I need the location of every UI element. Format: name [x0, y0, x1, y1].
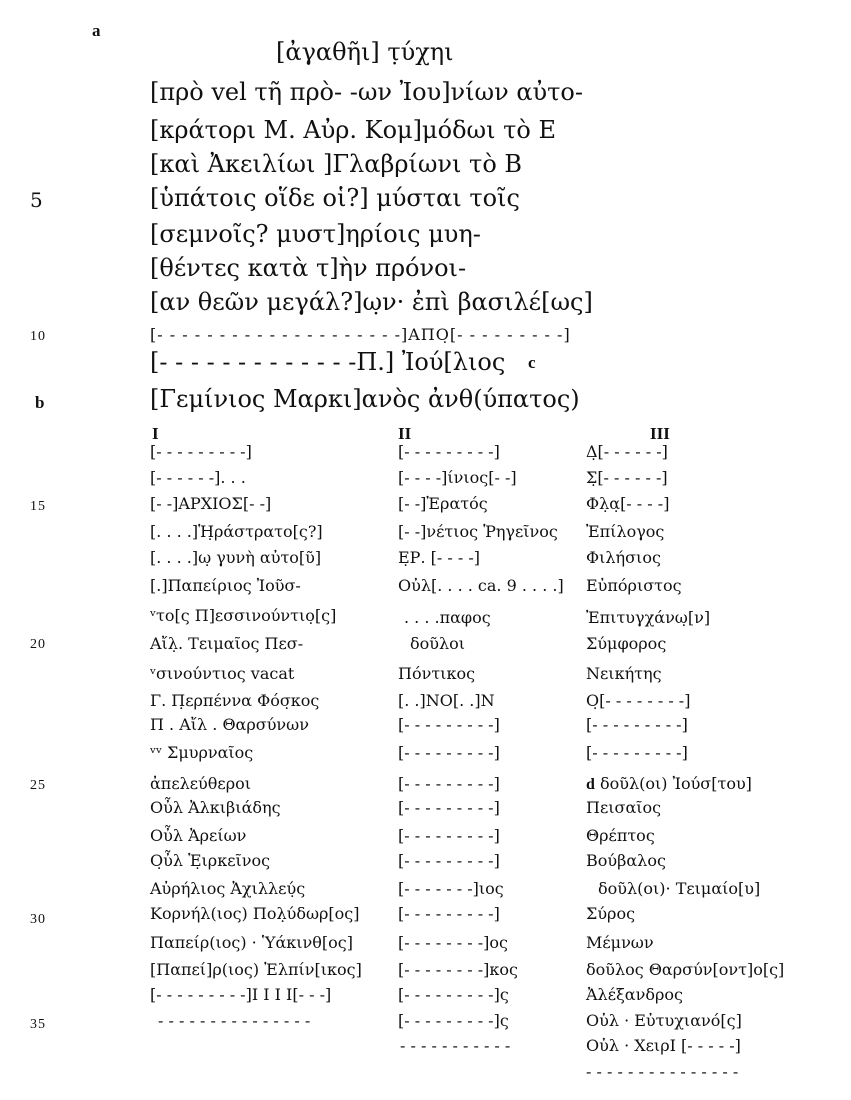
invocation: [ἀγαθῆι] τ̣ύχηι [276, 38, 454, 66]
line-number-35: 35 [30, 1017, 46, 1032]
column-ii-row: [- - - - - - -]ιος [398, 879, 504, 898]
column-ii-row: - - - - - - - - - - - [400, 1036, 511, 1055]
column-i-row: ᵛσινούντιος vacat [150, 664, 295, 683]
line-number-20: 20 [30, 637, 46, 652]
column-iii-row: Θρέπτος [586, 826, 655, 845]
column-iii-row: δοῦλ(οι)· Τειμαίο[υ] [598, 879, 761, 898]
column-ii-row: [- -]Ἐρατός [398, 494, 488, 513]
column-i-row: ᵛτο[ς Π]εσσινούντιο̣[ς] [150, 606, 337, 625]
column-iii-row: Σ̣[- - - - - -] [586, 468, 668, 487]
column-i-row: Γ. Π̣ερπέννα Φόσ̣κος [150, 691, 320, 710]
column-iii-row: Σύμφορος [586, 634, 667, 653]
column-ii-row: [- - - - - - - - -]ς [398, 985, 509, 1004]
column-i-row: Ο̣ὖλ Ἑ̣ιρκεῖνος [150, 851, 271, 870]
column-iii-row: Ἐπίλογος [586, 522, 665, 541]
column-i-row: ἀπελεύθεροι [150, 774, 251, 793]
column-i-row: [.]Παπείριος Ἰοῦσ- [150, 576, 301, 595]
header-line: [- - - - - - - - - - - - - - - - - - - -]ΑΠΟ̣[- - - - - - - - -] [150, 325, 571, 344]
column-header-ii: II [398, 424, 412, 443]
column-iii-row: [- - - - - - - - -] [586, 743, 688, 762]
column-ii-row: [- - - - - - - - -] [398, 715, 500, 734]
column-ii-row: [- - - - - - - - -]ς [398, 1011, 509, 1030]
column-iii-row: δοῦλ(οι) Ἰούσ[του] [600, 774, 752, 793]
column-i-row: [. . . .]ω̣ γυνὴ αὐτο[ῦ] [150, 548, 322, 567]
column-ii-row: [- - - - - - - - -] [398, 774, 500, 793]
column-i-row: [. . . .]Ἡ̣ράστρατο[ς?] [150, 522, 323, 541]
column-header-iii: III [650, 424, 670, 443]
column-iii-row: Πεισαῖος [586, 798, 662, 817]
line-number-30: 30 [30, 912, 46, 927]
section-label-d: d [586, 776, 595, 793]
header-line: [αν θεῶν μεγάλ?]ω̣ν· ἐπὶ βασιλέ[ως] [150, 288, 593, 316]
column-iii-row: [- - - - - - - - -] [586, 715, 688, 734]
column-i-row: ᵛᵛ Σμυρναῖος [150, 743, 254, 762]
header-line: [ὑπάτοις οἵδε οἱ?] μύσται τοῖς [150, 184, 520, 212]
column-ii-row: [- -]νέτιος Ῥηγεῖνος [398, 522, 558, 541]
column-i-row: Οὖλ Ἀρείων [150, 826, 247, 845]
column-ii-row: [. .]ΝΟ[. .]Ν [398, 691, 495, 710]
section-label-c: c [528, 353, 536, 372]
column-i-row: Αἴλ̣. Τειμαῖος Πεσ- [150, 634, 304, 653]
column-ii-row: [- - - - - - - -]ος [398, 933, 508, 952]
column-iii-row: Φιλήσιος [586, 548, 661, 567]
header-line: [πρὸ vel τῆ πρὸ- -ων Ἰου]νίων αὐτο- [150, 78, 583, 106]
column-iii-row: Εὐπόριστος [586, 576, 682, 595]
column-ii-row: [- - - - - - - - -] [398, 743, 500, 762]
line-number-25: 25 [30, 778, 46, 793]
column-iii-row: Ἀλέξανδρος [586, 985, 683, 1004]
column-ii-row: [- - - - - - - - -] [398, 826, 500, 845]
column-ii-row: [- - - - - - - - -] [398, 904, 500, 923]
column-iii-row: Νεικήτης [586, 664, 662, 683]
section-label-a: a [92, 21, 101, 40]
header-line: [καὶ Ἀκειλίωι ]Γλαβρίωνι τὸ Β [150, 150, 523, 178]
column-iii-row: δοῦλος Θαρσύν[οντ]ο[ς] [586, 960, 785, 979]
column-ii-row: δοῦλοι [410, 634, 466, 653]
line-number-5: 5 [30, 188, 43, 212]
column-i-row: Π . Αἴλ . Θαρσύνων [150, 715, 309, 734]
column-iii-row: Μέμνων [586, 933, 654, 952]
column-i-row: [- - - - - - - - -] [150, 442, 252, 461]
column-i-row: [- - - - - - - - -]Ι Ι Ι Ι[- - -] [150, 985, 332, 1004]
column-i-row: [Παπεί]ρ(ιος) Ἐλπίν[ικος] [150, 960, 362, 979]
column-iii-row: Φλ̣α̣[- - - -] [586, 494, 670, 513]
header-line: [σεμνοῖς? μυστ]ηρίοις μυη- [150, 220, 481, 248]
section-label-b: b [35, 393, 45, 412]
line-number-15: 15 [30, 499, 46, 514]
column-iii-row: Βούβαλος [586, 851, 666, 870]
column-ii-row: [- - - - - - - - -] [398, 798, 500, 817]
column-ii-row: Πόντικος [398, 664, 476, 683]
header-line: [- - - - - - - - - - - - -Π.] Ἰού[λιος [150, 348, 506, 376]
column-ii-row: [- - - - - - - - -] [398, 851, 500, 870]
column-header-i: I [152, 424, 159, 443]
column-i-row: Κορνήλ(ιος) Πολ̣ύδωρ[ος] [150, 904, 360, 923]
header-line: [θέντες κατὰ τ]ὴν πρόνοι- [150, 254, 467, 282]
column-ii-row: Ε̣Ρ. [- - - -] [398, 548, 480, 567]
column-iii-row: Σύρος [586, 904, 636, 923]
column-i-row: Οὖλ Ἀλκιβιάδης [150, 798, 281, 817]
column-i-row: [- -]ΑΡΧΙΟΣ[- -] [150, 494, 272, 513]
column-i-row: [- - - - - -]. . . [150, 468, 246, 487]
column-ii-row: Οὐλ[. . . . ca. 9 . . . .] [398, 576, 564, 595]
column-iii-row: Ἐπιτυγχάνω̣[ν] [586, 608, 711, 627]
column-i-row: Αὐρήλιος Ἀχιλλεύ̣ς [150, 879, 306, 898]
column-iii-row: Δ̣[- - - - - -] [586, 442, 668, 461]
column-iii-row: - - - - - - - - - - - - - - - [586, 1062, 739, 1081]
header-line: [Γεμίνιος Μαρκι]ανὸς ἀνθ(ύπατος) [150, 385, 580, 413]
line-number-10: 10 [30, 329, 46, 344]
column-iii-row: Οὐλ · ΧειρΙ [- - - - -] [586, 1036, 741, 1055]
header-line: [κράτορι Μ. Αὐρ. Κομ]μόδωι τὸ Ε [150, 116, 556, 144]
column-i-row: Παπείρ(ιος) · Ὑάκινθ[ος] [150, 933, 353, 952]
column-i-row: - - - - - - - - - - - - - - - [158, 1011, 311, 1030]
column-ii-row: [- - - - - - - - -] [398, 442, 500, 461]
column-ii-row: . . . .παφος [404, 608, 491, 627]
column-ii-row: [- - - - - - - -]κος [398, 960, 518, 979]
column-iii-row-d [586, 776, 752, 793]
column-iii-row: Οὐλ · Εὐτυχιανό[ς] [586, 1011, 742, 1030]
column-iii-row: Ο̣[- - - - - - - -] [586, 691, 691, 710]
column-ii-row: [- - - -]ίνιος[- -] [398, 468, 517, 487]
